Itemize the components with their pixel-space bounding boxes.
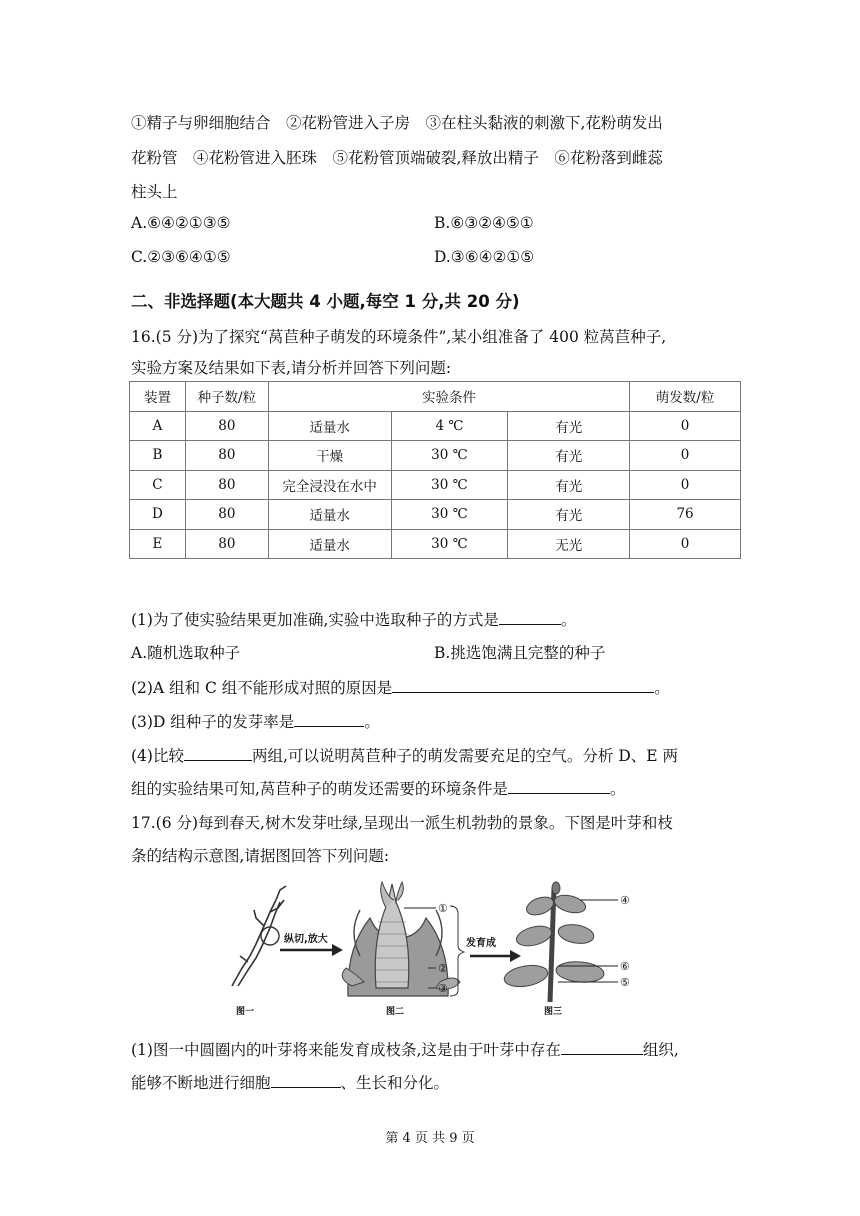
q16-part2-text: (2)A 组和 C 组不能形成对照的原因是 [131,679,393,697]
q16-part2 [131,676,670,698]
q16-intro-line1: 16.(5 分)为了探究“莴苣种子萌发的环境条件”,某小组准备了 400 粒莴苣种子, [131,328,667,346]
header-seed-count: 种子数/粒 [185,382,268,412]
q16-intro-line2: 实验方案及结果如下表,请分析并回答下列问题: [131,359,452,377]
figure1-twig [232,886,286,986]
q16-part4-mid: 两组,可以说明莴苣种子的萌发需要充足的空气。分析 D、E 两 [251,747,678,765]
table-cell: 干燥 [268,441,391,471]
arrow1-label: 纵切,放大 [284,934,328,945]
table-cell: 0 [630,441,741,471]
table-cell: 无光 [508,529,630,559]
table-cell: 适量水 [268,529,391,559]
table-cell: B [130,441,186,471]
answer-blank[interactable] [561,1040,643,1055]
table-cell: 适量水 [268,500,391,530]
arrow-2 [470,950,521,962]
q16-part3-end: 。 [364,713,380,731]
table-row [130,500,741,530]
table-cell: 0 [630,470,741,500]
table-cell: 有光 [508,470,630,500]
q15-option-c: C.②③⑥④①⑤ [131,248,231,266]
q17-part1-text2: 组织, [642,1041,679,1059]
q16-part1-text: (1)为了使实验结果更加准确,实验中选取种子的方式是 [131,611,499,629]
answer-blank[interactable] [392,678,654,693]
q15-stem-line3: 柱头上 [131,183,178,201]
table-cell: 有光 [508,441,630,471]
table-cell: 76 [630,500,741,530]
answer-blank[interactable] [499,610,561,625]
answer-blank[interactable] [294,712,364,727]
caption-figure1: 图一 [236,1007,255,1017]
table-cell: 完全浸没在水中 [268,470,391,500]
caption-figure3: 图三 [544,1007,563,1017]
marker-1: ① [438,902,448,915]
table-cell: 0 [630,411,741,441]
header-device: 装置 [130,382,186,412]
marker-2: ② [438,962,448,975]
q15-stem-line2: 花粉管 ④花粉管进入胚珠 ⑤花粉管顶端破裂,释放出精子 ⑥花粉落到雌蕊 [131,149,663,167]
q17-part1-line2 [131,1071,449,1093]
q16-part1-end: 。 [560,611,577,629]
table-row [130,470,741,500]
table-cell: 80 [185,441,268,471]
q17-intro-line1: 17.(6 分)每到春天,树木发芽吐绿,呈现出一派生机勃勃的景象。下图是叶芽和枝 [131,814,673,832]
table-cell: 30 ℃ [391,470,508,500]
q16-part1 [131,608,576,630]
marker-5: ⑤ [620,976,630,989]
q17-part1-text4: 、生长和分化。 [340,1074,450,1092]
header-germinated: 萌发数/粒 [630,382,741,412]
table-cell: 80 [185,529,268,559]
q15-stem-line1: ①精子与卵细胞结合 ②花粉管进入子房 ③在柱头黏液的刺激下,花粉萌发出 [131,114,663,132]
q17-part1-text3: 能够不断地进行细胞 [131,1074,271,1092]
q16-part3 [131,710,380,732]
table-cell: 0 [630,529,741,559]
table-cell: 80 [185,411,268,441]
table-cell: 80 [185,470,268,500]
figure2-bud-section [342,882,460,996]
marker-3: ③ [438,982,448,995]
leaf-bud-figure [228,878,648,1018]
table-cell: 有光 [508,500,630,530]
table-cell: A [130,411,186,441]
q15-option-d: D.③⑥④②①⑤ [434,248,535,266]
marker-6: ⑥ [620,960,630,973]
answer-blank[interactable] [184,746,252,761]
table-cell: 适量水 [268,411,391,441]
q16-part2-end: 。 [654,679,670,697]
table-row [130,411,741,441]
table-row [130,529,741,559]
section-heading: 二、非选择题(本大题共 4 小题,每空 1 分,共 20 分) [131,292,520,311]
marker-4: ④ [620,894,630,907]
answer-blank[interactable] [508,779,610,794]
table-cell: 80 [185,500,268,530]
table-row [130,441,741,471]
q16-part4-line1 [131,744,678,766]
experiment-table [129,381,741,559]
q16-part4-end: 。 [609,780,626,798]
answer-blank[interactable] [271,1073,341,1088]
header-conditions: 实验条件 [268,382,629,412]
table-header-row [130,382,741,412]
arrow-1 [280,944,343,956]
q17-part1-text: (1)图一中圆圈内的叶芽将来能发育成枝条,这是由于叶芽中存在 [131,1041,561,1059]
q16-part4-start: (4)比较 [131,747,184,765]
table-cell: 30 ℃ [391,529,508,559]
table-cell: C [130,470,186,500]
table-cell: 30 ℃ [391,441,508,471]
q16-part3-text: (3)D 组种子的发芽率是 [131,713,295,731]
q15-option-b: B.⑥③②④⑤① [434,214,534,232]
q16-part1-option-b: B.挑选饱满且完整的种子 [434,644,606,662]
q16-part1-option-a: A.随机选取种子 [131,644,241,662]
arrow2-label: 发育成 [466,938,496,949]
table-cell: 有光 [508,411,630,441]
table-cell: 4 ℃ [391,411,508,441]
q16-part4-line2 [131,777,625,799]
caption-figure2: 图二 [386,1007,405,1017]
table-cell: 30 ℃ [391,500,508,530]
q16-part4-text2: 组的实验结果可知,莴苣种子的萌发还需要的环境条件是 [131,780,508,798]
page-footer: 第 4 页 共 9 页 [385,1131,475,1146]
q17-part1-line1 [131,1038,679,1060]
q15-option-a: A.⑥④②①③⑤ [131,214,231,232]
q17-intro-line2: 条的结构示意图,请据图回答下列问题: [131,847,390,865]
table-cell: D [130,500,186,530]
table-cell: E [130,529,186,559]
